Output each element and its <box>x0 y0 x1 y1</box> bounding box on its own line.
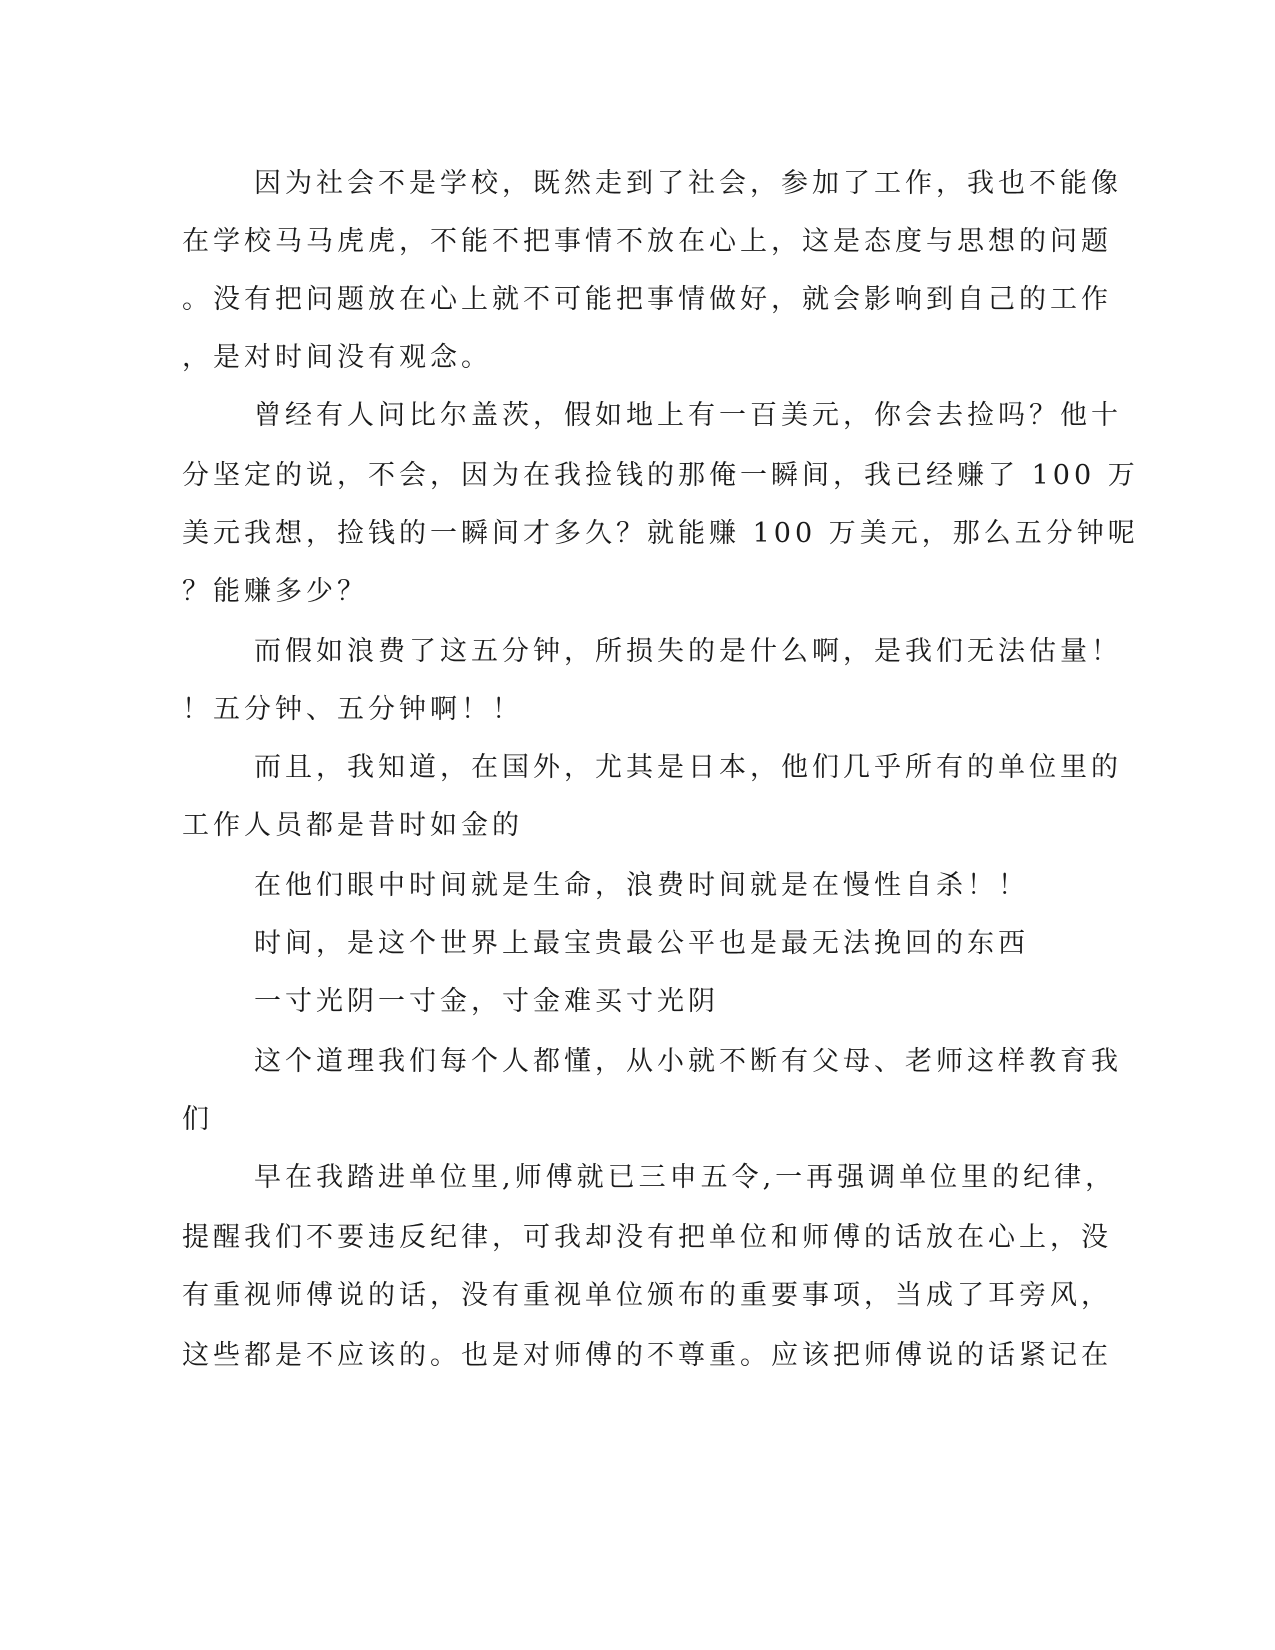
text-line: ，是对时间没有观念。 <box>182 342 492 373</box>
text-line: 分坚定的说，不会，因为在我捡钱的那俺一瞬间，我已经赚了 100 万 <box>182 460 1139 491</box>
text-line: ？能赚多少？ <box>182 576 368 607</box>
text-line: 。没有把问题放在心上就不可能把事情做好，就会影响到自己的工作 <box>182 284 1112 315</box>
text-line: 在学校马马虎虎，不能不把事情不放在心上，这是态度与思想的问题 <box>182 226 1112 257</box>
text-line: 在他们眼中时间就是生命，浪费时间就是在慢性自杀！！ <box>254 870 1029 901</box>
text-line: 而且，我知道，在国外，尤其是日本，他们几乎所有的单位里的 <box>254 752 1122 783</box>
text-line: 这个道理我们每个人都懂，从小就不断有父母、老师这样教育我 <box>254 1046 1122 1077</box>
text-line: 而假如浪费了这五分钟，所损失的是什么啊，是我们无法估量！ <box>254 636 1122 667</box>
text-line: 早在我踏进单位里,师傅就已三申五令,一再强调单位里的纪律， <box>254 1162 1117 1193</box>
text-line: 们 <box>182 1104 213 1135</box>
text-line: 有重视师傅说的话，没有重视单位颁布的重要事项，当成了耳旁风， <box>182 1280 1112 1311</box>
text-line: 因为社会不是学校，既然走到了社会，参加了工作，我也不能像 <box>254 168 1122 199</box>
text-line: 这些都是不应该的。也是对师傅的不尊重。应该把师傅说的话紧记在 <box>182 1340 1112 1371</box>
text-line: 提醒我们不要违反纪律，可我却没有把单位和师傅的话放在心上，没 <box>182 1222 1112 1253</box>
text-line: 曾经有人问比尔盖茨，假如地上有一百美元，你会去捡吗？他十 <box>254 400 1122 431</box>
text-line: 一寸光阴一寸金，寸金难买寸光阴 <box>254 986 719 1017</box>
text-line: 时间，是这个世界上最宝贵最公平也是最无法挽回的东西 <box>254 928 1029 959</box>
text-line: 美元我想，捡钱的一瞬间才多久？就能赚 100 万美元，那么五分钟呢 <box>182 518 1139 549</box>
text-line: ！五分钟、五分钟啊！！ <box>182 694 523 725</box>
text-line: 工作人员都是昔时如金的 <box>182 810 523 841</box>
